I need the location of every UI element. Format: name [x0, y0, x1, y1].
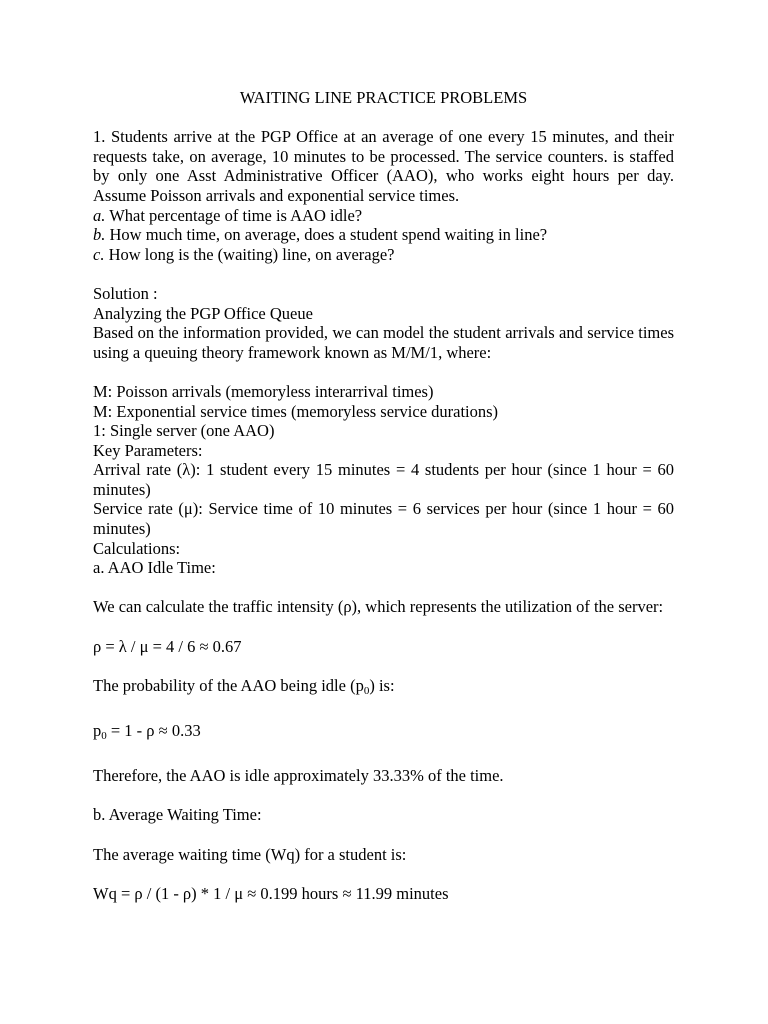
question-text: What percentage of time is AAO idle?	[105, 205, 363, 225]
document-body	[93, 88, 674, 903]
p0-formula	[93, 721, 674, 747]
calculations-label: Calculations:	[93, 538, 181, 558]
model-line: M: Poisson arrivals (memoryless interarrival times)	[93, 381, 434, 401]
part-b-heading: b. Average Waiting Time:	[93, 805, 262, 825]
question-a	[93, 206, 674, 226]
arrival-rate: Arrival rate (λ): 1 student every 15 minutes = 4 students per hour (since 1 hour = 60 minutes)	[93, 460, 674, 499]
problem-statement: 1. Students arrive at the PGP Office at an average of one every 15 minutes, and their requests take, on average, 10 minutes to be processed. The service counters. is staffed by only one Asst Administrative Officer (AAO), who works eight hours per day. Assume Poisson arrivals and exponential service times.	[93, 127, 674, 205]
wq-formula: Wq = ρ / (1 - ρ) * 1 / μ ≈ 0.199 hours ≈ 11.99 minutes	[93, 883, 449, 903]
subscript: 0	[101, 730, 107, 742]
question-c	[93, 245, 674, 265]
idle-conclusion: Therefore, the AAO is idle approximately 33.33% of the time.	[93, 766, 504, 786]
solution-heading: Solution :	[93, 283, 158, 303]
idle-probability-text-start: The probability of the AAO being idle (p	[93, 675, 364, 695]
model-line: M: Exponential service times (memoryless service durations)	[93, 401, 499, 421]
service-rate: Service rate (μ): Service time of 10 minutes = 6 services per hour (since 1 hour = 60 minutes)	[93, 499, 674, 539]
idle-probability-text-end: ) is:	[369, 675, 395, 695]
key-parameters-label: Key Parameters:	[93, 440, 203, 460]
p0-expression: = 1 - ρ ≈ 0.33	[106, 721, 201, 740]
rho-formula: ρ = λ / μ = 4 / 6 ≈ 0.67	[93, 636, 242, 656]
question-letter: b.	[93, 225, 106, 245]
question-text: How long is the (waiting) line, on average?	[104, 244, 395, 264]
p0-variable: p	[93, 721, 102, 740]
part-a-heading: a. AAO Idle Time:	[93, 558, 216, 578]
solution-subheading: Analyzing the PGP Office Queue	[93, 303, 313, 323]
idle-probability-text	[93, 676, 674, 702]
question-letter: c.	[93, 244, 105, 264]
waiting-time-text: The average waiting time (Wq) for a student is:	[93, 844, 407, 864]
solution-intro: Based on the information provided, we can model the student arrivals and service times using a queuing theory framework known as M/M/1, where:	[93, 323, 674, 362]
question-letter: a.	[93, 205, 106, 225]
model-line: 1: Single server (one AAO)	[93, 421, 275, 441]
traffic-intensity-text: We can calculate the traffic intensity (ρ), which represents the utilization of the server:	[93, 597, 664, 617]
document-title: WAITING LINE PRACTICE PROBLEMS	[239, 88, 528, 107]
question-b	[93, 225, 674, 245]
question-text: How much time, on average, does a student spend waiting in line?	[105, 225, 548, 245]
subscript: 0	[363, 684, 370, 697]
